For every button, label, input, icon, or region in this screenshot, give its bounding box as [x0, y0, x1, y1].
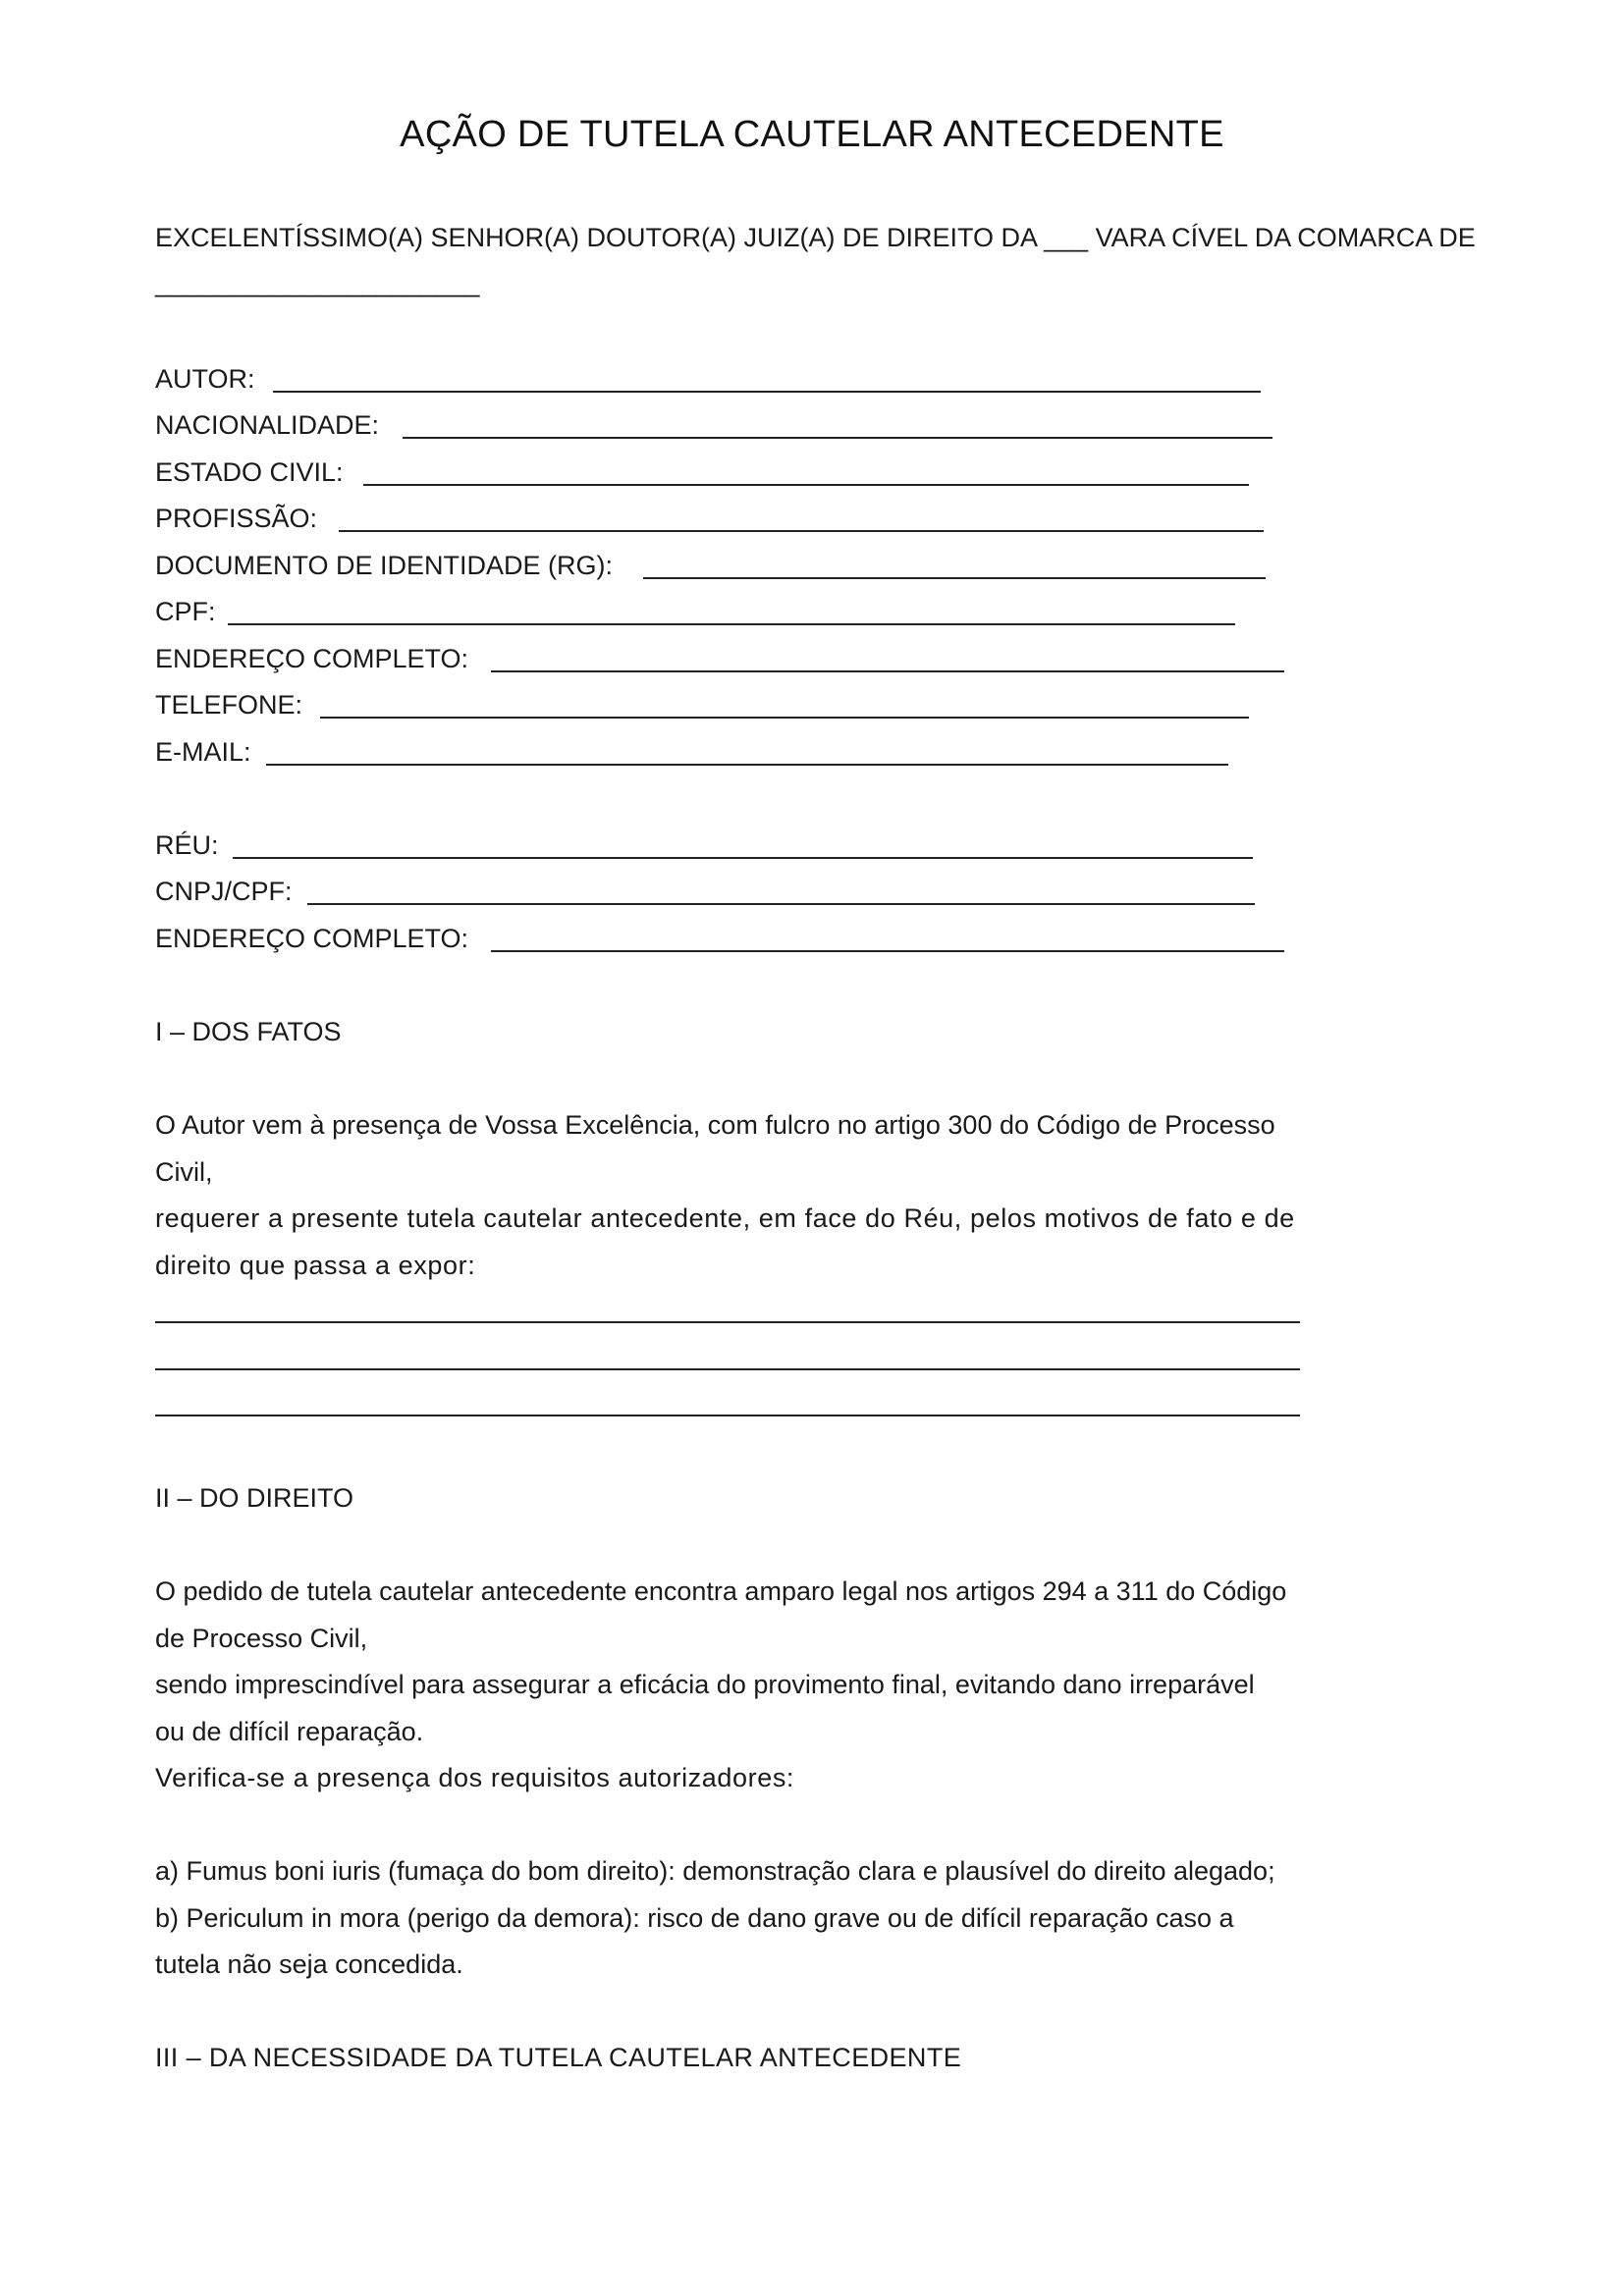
field-cnpj-cpf — [155, 876, 293, 907]
paragraph-line: requerer a presente tutela cautelar antecedente, em face do Réu, pelos motivos de fato e de — [155, 1203, 1295, 1233]
field-label: NACIONALIDADE: — [155, 410, 380, 440]
requirement-item: a) Fumus boni iuris (fumaça do bom direito): demonstração clara e plausível do direito alegado; — [155, 1856, 1275, 1886]
section-heading-fatos: I – DOS FATOS — [155, 1017, 342, 1046]
paragraph-line: O Autor vem à presença de Vossa Excelência, com fulcro no artigo 300 do Código de Processo — [155, 1110, 1275, 1140]
field-telefone — [155, 689, 302, 721]
field-label: ESTADO CIVIL: — [155, 457, 344, 487]
section-heading-direito: II – DO DIREITO — [155, 1483, 354, 1513]
paragraph-line: O pedido de tutela cautelar antecedente encontra amparo legal nos artigos 294 a 311 do Código — [155, 1576, 1287, 1606]
field-estado-civil-blank — [363, 484, 1249, 486]
field-endereco-autor — [155, 643, 468, 674]
field-cpf — [155, 596, 216, 627]
field-profissao — [155, 503, 317, 534]
field-reu-blank — [233, 857, 1253, 859]
field-label: RÉU: — [155, 830, 219, 860]
field-autor — [155, 363, 255, 395]
paragraph-line: Verifica-se a presença dos requisitos autorizadores: — [155, 1763, 795, 1792]
field-label: AUTOR: — [155, 364, 255, 394]
section-heading-necessidade: III – DA NECESSIDADE DA TUTELA CAUTELAR ANTECEDENTE — [155, 2043, 962, 2072]
field-endereco-reu — [155, 923, 468, 954]
field-cpf-blank — [228, 623, 1235, 625]
field-endereco-autor-blank — [491, 670, 1284, 672]
paragraph-line: sendo imprescindível para assegurar a eficácia do provimento final, evitando dano irreparável — [155, 1670, 1255, 1699]
field-label: CNPJ/CPF: — [155, 877, 293, 906]
requirement-item: tutela não seja concedida. — [155, 1949, 463, 1979]
fatos-blank-line — [155, 1321, 1300, 1323]
fatos-blank-line — [155, 1415, 1300, 1416]
fatos-blank-line — [155, 1368, 1300, 1370]
comarca-blank: ______________________ — [155, 268, 480, 297]
field-email-blank — [266, 764, 1228, 766]
field-label: ENDEREÇO COMPLETO: — [155, 644, 469, 673]
field-label: TELEFONE: — [155, 690, 303, 720]
field-label: DOCUMENTO DE IDENTIDADE (RG): — [155, 551, 614, 580]
field-label: CPF: — [155, 597, 216, 626]
paragraph-line: de Processo Civil, — [155, 1624, 368, 1653]
paragraph-line: ou de difícil reparação. — [155, 1717, 424, 1746]
field-label: PROFISSÃO: — [155, 504, 318, 533]
field-autor-blank — [273, 391, 1261, 393]
field-profissao-blank — [339, 530, 1264, 532]
field-label: E-MAIL: — [155, 737, 251, 767]
field-estado-civil — [155, 456, 344, 488]
requirement-item: b) Periculum in mora (perigo da demora): risco de dano grave ou de difícil reparação caso a — [155, 1903, 1234, 1933]
field-rg — [155, 550, 613, 581]
field-nacionalidade — [155, 409, 379, 441]
field-email — [155, 736, 251, 768]
field-endereco-reu-blank — [491, 950, 1284, 952]
field-reu — [155, 829, 219, 861]
document-title: AÇÃO DE TUTELA CAUTELAR ANTECEDENTE — [400, 114, 1224, 155]
paragraph-line: direito que passa a expor: — [155, 1251, 476, 1280]
field-telefone-blank — [320, 717, 1249, 719]
field-label: ENDEREÇO COMPLETO: — [155, 924, 469, 953]
paragraph-line: Civil, — [155, 1157, 213, 1187]
field-cnpj-cpf-blank — [307, 903, 1255, 905]
field-rg-blank — [643, 577, 1266, 579]
field-nacionalidade-blank — [403, 437, 1272, 439]
court-address-line: EXCELENTÍSSIMO(A) SENHOR(A) DOUTOR(A) JUIZ(A) DE DIREITO DA ___ VARA CÍVEL DA COMARCA DE — [155, 223, 1476, 252]
